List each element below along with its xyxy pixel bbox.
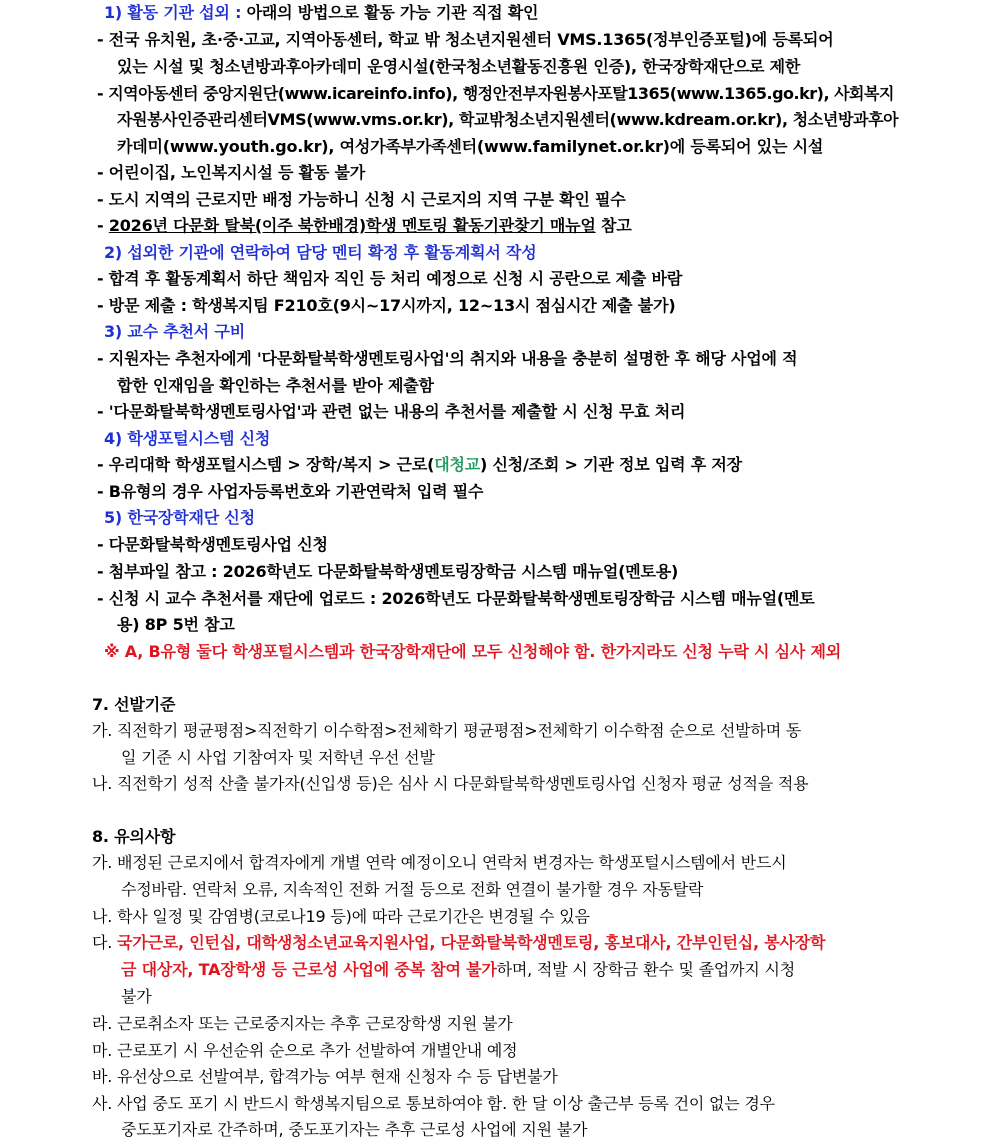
step-2-heading: 2) 섭외한 기관에 연락하여 담당 멘티 확정 후 활동계획서 작성 <box>104 243 537 262</box>
step-4-item-1: - 우리대학 학생포털시스템 > 장학/복지 > 근로(대청교) 신청/조회 > 기관 정보 입력 후 저장 <box>97 455 742 474</box>
step-3-heading: 3) 교수 추천서 구비 <box>104 322 245 341</box>
section-8-item-da-b: 금 대상자, TA장학생 등 근로성 사업에 중복 참여 불가하며, 적발 시 장학금 환수 및 졸업까지 시청 <box>121 960 796 979</box>
step-1-item-4: - 도시 지역의 근로지만 배정 가능하니 신청 시 근로지의 지역 구분 확인 필수 <box>97 190 626 209</box>
section-7-item-na: 나. 직전학기 성적 산출 불가자(신입생 등)은 심사 시 다문화탈북학생멘토링사업 신청자 평균 성적을 적용 <box>92 774 809 793</box>
section-8-item-ma: 마. 근로포기 시 우선순위 순으로 추가 선발하여 개별안내 예정 <box>92 1041 518 1060</box>
step-1-item-1b: 있는 시설 및 청소년방과후아카데미 운영시설(한국청소년활동진흥원 인증), 한국장학재단으로 제한 <box>117 57 801 76</box>
step-1-heading: 1) 활동 기관 섭외 : 아래의 방법으로 활동 가능 기관 직접 확인 <box>104 3 539 22</box>
step-3-item-1a: - 지원자는 추천자에게 '다문화탈북학생멘토링사업'의 취지와 내용을 충분히 설명한 후 해당 사업에 적 <box>97 349 798 368</box>
step-3-item-2: - '다문화탈북학생멘토링사업'과 관련 없는 내용의 추천서를 제출할 시 신청 무효 처리 <box>97 402 686 421</box>
section-8-title: 8. 유의사항 <box>92 827 176 846</box>
section-8-item-sa-a: 사. 사업 중도 포기 시 반드시 학생복지팀으로 통보하여야 함. 한 달 이상 출근부 등록 건이 없는 경우 <box>92 1094 775 1113</box>
step-5-item-1: - 다문화탈북학생멘토링사업 신청 <box>97 535 328 554</box>
section-7-title: 7. 선발기준 <box>92 695 176 714</box>
step-5-heading: 5) 한국장학재단 신청 <box>104 508 255 527</box>
section-8-item-ga-b: 수정바람. 연락처 오류, 지속적인 전화 거절 등으로 전화 연결이 불가할 경우 자동탈락 <box>121 880 704 899</box>
step-1-item-3: - 어린이집, 노인복지시설 등 활동 불가 <box>97 163 366 182</box>
section-8-item-ga-a: 가. 배정된 근로지에서 합격자에게 개별 연락 예정이오니 연락처 변경자는 학생포털시스템에서 반드시 <box>92 853 787 872</box>
step-1-item-1a: - 전국 유치원, 초·중·고교, 지역아동센터, 학교 밖 청소년지원센터 VMS.1365(정부인증포털)에 등록되어 <box>97 30 834 49</box>
step-1-item-2c: 카데미(www.youth.go.kr), 여성가족부가족센터(www.familynet.or.kr)에 등록되어 있는 시설 <box>117 137 824 156</box>
section-8-item-da-c: 불가 <box>121 987 152 1006</box>
section-8-item-na: 나. 학사 일정 및 감염병(코로나19 등)에 따라 근로기간은 변경될 수 있음 <box>92 907 590 926</box>
step-3-item-1b: 합한 인재임을 확인하는 추천서를 받아 제출함 <box>117 376 434 395</box>
section-8-item-ba: 바. 유선상으로 선발여부, 합격가능 여부 현재 신청자 수 등 답변불가 <box>92 1067 558 1086</box>
step-1-item-2a: - 지역아동센터 중앙지원단(www.icareinfo.info), 행정안전부자원봉사포탈1365(www.1365.go.kr), 사회복지 <box>97 84 894 103</box>
step-1-item-2b: 자원봉사인증관리센터VMS(www.vms.or.kr), 학교밖청소년지원센터(www.kdream.or.kr), 청소년방과후아 <box>117 110 899 129</box>
step-5-item-2: - 첨부파일 참고 : 2026학년도 다문화탈북학생멘토링장학금 시스템 매뉴얼(멘토용) <box>97 562 679 581</box>
step-5-item-3a: - 신청 시 교수 추천서를 재단에 업로드 : 2026학년도 다문화탈북학생멘토링장학금 시스템 매뉴얼(멘토 <box>97 589 815 608</box>
section-8-item-da-a: 다. 국가근로, 인턴십, 대학생청소년교육지원사업, 다문화탈북학생멘토링, 홍보대사, 간부인턴십, 봉사장학 <box>92 933 826 952</box>
step-4-item-2: - B유형의 경우 사업자등록번호와 기관연락처 입력 필수 <box>97 482 484 501</box>
warning-notice: ※ A, B유형 둘다 학생포털시스템과 한국장학재단에 모두 신청해야 함. 한가지라도 신청 누락 시 심사 제외 <box>104 642 842 661</box>
section-7-item-ga-a: 가. 직전학기 평균평점>직전학기 이수학점>전체학기 평균평점>전체학기 이수학점 순으로 선발하며 동 <box>92 721 802 740</box>
step-1-item-5: - 2026년 다문화 탈북(이주 북한배경)학생 멘토링 활동기관찾기 매뉴얼 참고 <box>97 216 632 235</box>
section-7-item-ga-b: 일 기준 시 사업 기참여자 및 저학년 우선 선발 <box>121 748 435 767</box>
step-2-item-1: - 합격 후 활동계획서 하단 책임자 직인 등 처리 예정으로 신청 시 공란으로 제출 바람 <box>97 269 683 288</box>
step-4-heading: 4) 학생포털시스템 신청 <box>104 429 271 448</box>
section-8-item-ra: 라. 근로취소자 또는 근로중지자는 추후 근로장학생 지원 불가 <box>92 1014 513 1033</box>
step-5-item-3b: 용) 8P 5번 참고 <box>117 615 235 634</box>
manual-link[interactable]: 2026년 다문화 탈북(이주 북한배경)학생 멘토링 활동기관찾기 매뉴얼 <box>108 216 596 235</box>
section-8-item-sa-b: 중도포기자로 간주하며, 중도포기자는 추후 근로성 사업에 지원 불가 <box>121 1120 588 1139</box>
step-2-item-2: - 방문 제출 : 학생복지팀 F210호(9시~17시까지, 12~13시 점심시간 제출 불가) <box>97 296 676 315</box>
